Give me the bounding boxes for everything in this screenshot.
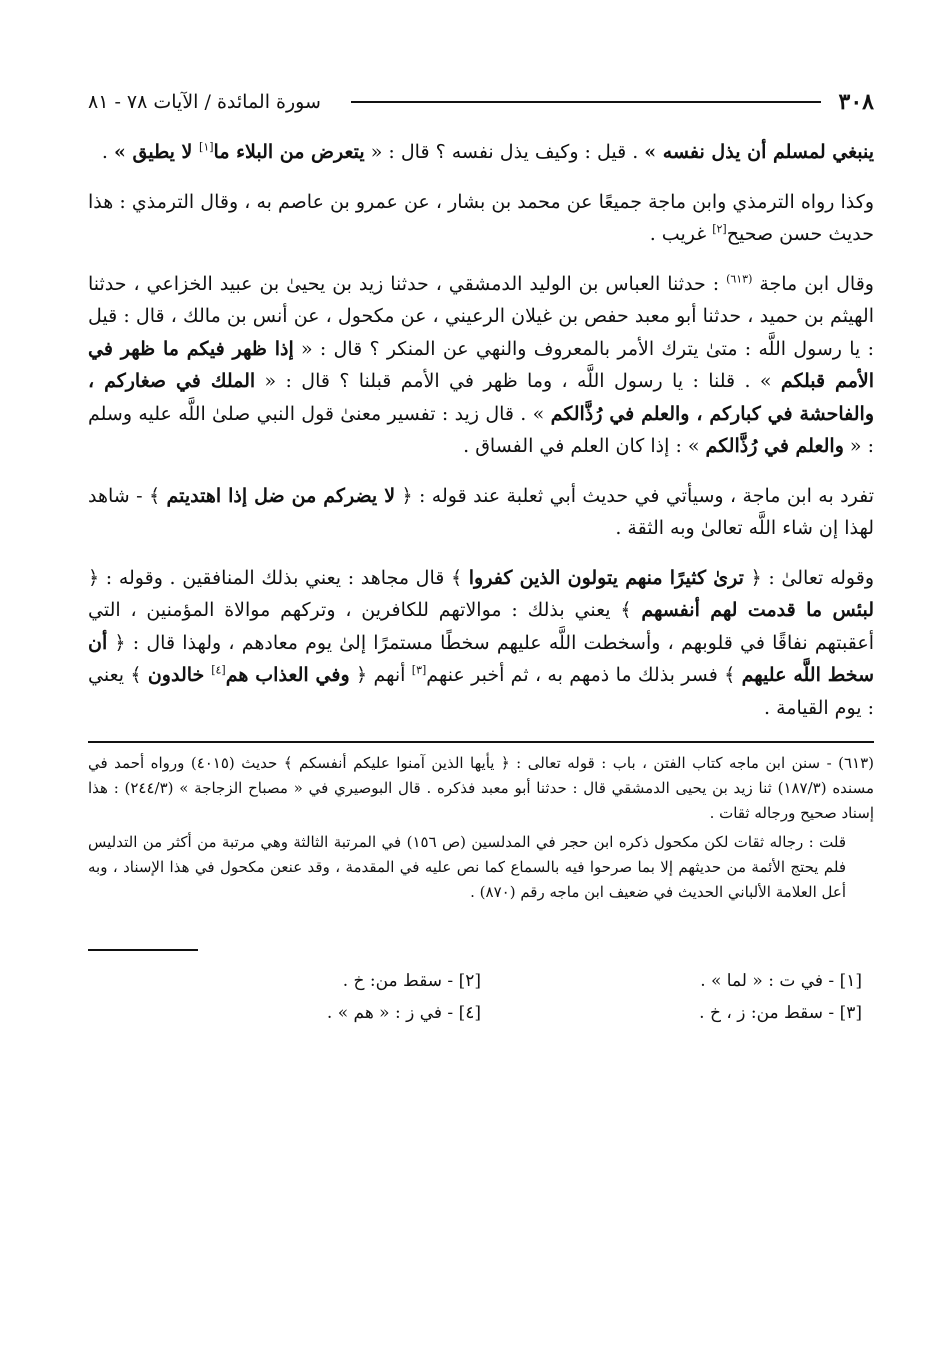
text-segment: » : إذا كان العلم في الفساق . [463, 435, 706, 457]
paragraph [88, 480, 874, 545]
quoted-text: ينبغي لمسلم أن يذل نفسه » [644, 141, 874, 163]
text-segment: » . قلنا : يا رسول اللَّه ، وما ظهر في الأمم قبلنا ؟ قال : « [255, 370, 781, 392]
body-text [88, 136, 874, 724]
variant-note: [١] - في ت : « لما » . [700, 971, 862, 991]
text-segment: تفرد به ابن ماجة ، وسيأتي في حديث أبي ثعلبة عند قوله : ﴿ [395, 484, 875, 507]
text-segment: ﴾ يعني : يوم القيامة . [88, 664, 874, 719]
textual-variants [88, 965, 874, 1029]
text-segment: ﴾ - شاهد لهذا إن شاء اللَّه تعالىٰ وبه الثقة . [88, 484, 874, 539]
footnote-marker: [٢] [712, 222, 727, 236]
variant-note: [٣] - سقط من: ز ، خ . [699, 1003, 862, 1023]
text-segment: : حدثنا العباس بن الوليد الدمشقي ، حدثنا زيد بن يحيىٰ بن عبيد الخزاعي ، حدثنا الهيثم بن حميد ، حدثنا أبو معبد حفص بن غيلان الرعيني ، عن مكحول ، عن أنس بن مالك ، قال : قيل : يا رسول اللَّه : متىٰ يترك الأمر بالمعروف والنهي عن المنكر ؟ قال : « [88, 272, 874, 360]
text-segment: وقوله تعالىٰ : ﴿ [743, 566, 874, 589]
variants-separator [88, 949, 198, 951]
quoted-text: أن سخط اللَّه عليهم [88, 631, 874, 686]
text-segment: وقال ابن ماجة [752, 272, 874, 295]
quoted-text: خالدون [147, 664, 212, 686]
footnote-marker: [١] [199, 140, 214, 154]
quoted-text: وفي العذاب هم [225, 664, 350, 686]
variant-note: [٤] - في ز : « هم » . [326, 1003, 481, 1023]
header-rule [351, 101, 821, 103]
quoted-text: لا يضركم من ضل إذا اهتديتم [166, 484, 396, 507]
footnote: قلت : رجاله ثقات لكن مكحول ذكره ابن حجر في المدلسين (ص ١٥٦) في المرتبة الثالثة وهي مرتبة من أكثر من التدليس فلم يحتج الأئمة من حديثهم إلا بما صرحوا فيه بالسماع كما نص عليه في المقدمة ، وقد عنعن مكحول في هذا الإسناد ، وبه أعل العلامة الألباني الحديث في ضعيف ابن ماجه رقم (٨٧٠) . [88, 833, 846, 901]
quoted-text: لبئس ما قدمت لهم أنفسهم [641, 599, 874, 621]
text-segment: غريب . [649, 223, 713, 245]
book-page [88, 82, 874, 1029]
quoted-text: لا يطيق » [114, 141, 200, 163]
quoted-text: ترىٰ كثيرًا منهم يتولون الذين كفروا [468, 566, 744, 589]
quoted-text: إذا ظهر فيكم ما ظهر في الأمم قبلكم [88, 337, 874, 392]
paragraph [88, 136, 874, 169]
footnote-marker: [٤] [211, 663, 226, 677]
text-segment: . [101, 141, 114, 163]
paragraph [88, 186, 874, 251]
text-segment: ﴾ يعني بذلك : موالاتهم للكافرين ، وتركهم موالاة المؤمنين ، التي أعقبتهم نفاقًا في قلوبهم ، وأسخطت اللَّه عليهم سخطًا مستمرًا إلىٰ يوم معادهم ، ولهذا قال : ﴿ [88, 599, 874, 654]
text-segment: . قيل : وكيف يذل نفسه ؟ قال : « [364, 141, 645, 163]
quoted-text: والعلم في رُذَّالكم [705, 435, 844, 457]
paragraph [88, 268, 874, 463]
variant-note: [٢] - سقط من: خ . [342, 971, 481, 991]
text-segment: أنهم ﴿ [349, 664, 412, 686]
text-segment: ﴾ فسر بذلك ما ذمهم به ، ثم أخبر عنهم [426, 664, 742, 686]
text-segment: وكذا رواه الترمذي وابن ماجة جميعًا عن محمد بن بشار ، عن عمرو بن عاصم به ، وقال الترمذي : هذا حديث حسن صحيح [88, 190, 874, 245]
footnotes [88, 751, 874, 905]
quoted-text: الملك في صغاركم ، والفاحشة في كباركم ، والعلم في رُذَّالكم [88, 370, 874, 425]
footnote-marker: [٣] [411, 663, 427, 677]
footnote-separator [88, 741, 874, 743]
footnote: (٦١٣) - سنن ابن ماجه كتاب الفتن ، باب : قوله تعالى : ﴿ يأيها الذين آمنوا عليكم أنفسكم ﴾ حديث (٤٠١٥) ورواه أحمد في مسنده (١٨٧/٣) ثنا زيد بن يحيى الدمشقي قال : حدثنا أبو معبد فذكره . قال البوصيري في « مصباح الزجاجة » (٢٤٤/٣) : هذا إسناد صحيح ورجاله ثقات . [88, 754, 874, 822]
page-number: ٣٠٨ [838, 89, 874, 115]
text-segment: » . قال زيد : تفسير معنىٰ قول النبي صلىٰ اللَّه عليه وسلم : « [88, 402, 874, 457]
footnote-marker: (٦١٣) [726, 272, 753, 286]
text-segment: ﴾ قال مجاهد : يعني بذلك المنافقين . وقوله : ﴿ [88, 566, 469, 589]
quoted-text: يتعرض من البلاء ما [213, 141, 365, 163]
running-title: سورة المائدة / الآيات ٧٨ - ٨١ [88, 91, 321, 113]
paragraph [88, 562, 874, 725]
page-header [88, 82, 874, 122]
